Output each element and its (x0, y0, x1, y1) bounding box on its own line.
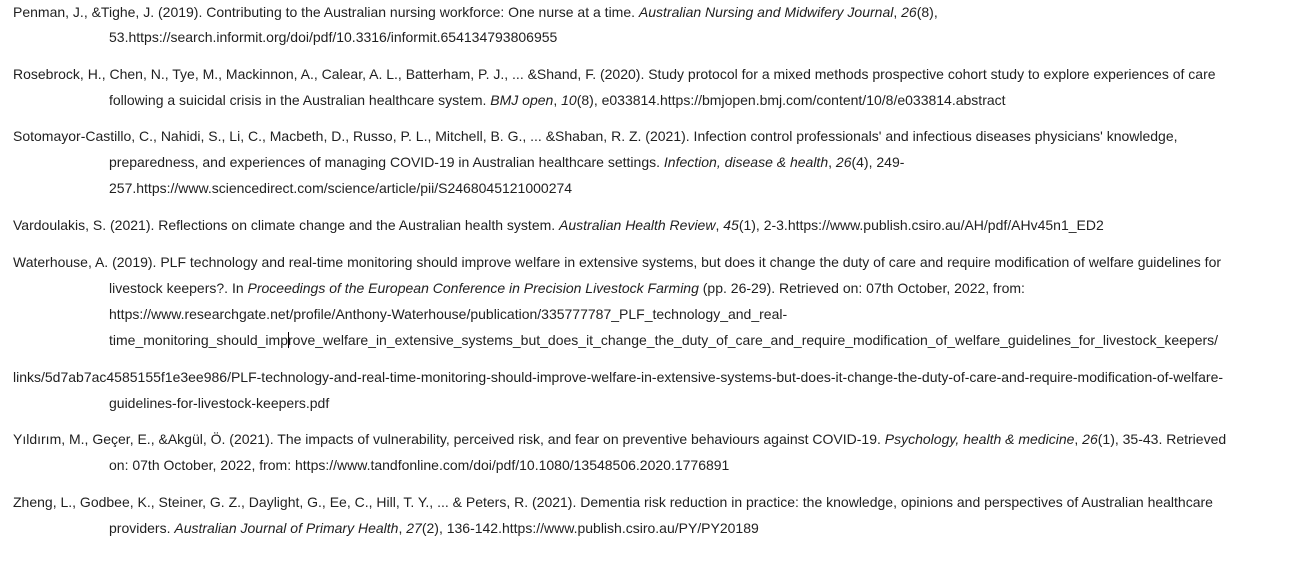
italic-text: Australian Journal of Primary Health (174, 520, 399, 536)
reference-line (13, 2, 938, 22)
reference-line (109, 278, 1025, 298)
reference-text: Vardoulakis, S. (2021). Reflections on climate change and the Australian health system. (13, 217, 560, 233)
reference-line (13, 252, 1221, 272)
reference-text: (4), 249- (851, 154, 905, 170)
italic-text: 26 (1082, 431, 1098, 447)
italic-text: BMJ open (490, 92, 554, 108)
reference-line (109, 455, 729, 475)
reference-line (13, 367, 1223, 387)
reference-text: , (715, 217, 724, 233)
italic-text: 27 (406, 520, 422, 536)
reference-line (13, 64, 1216, 84)
reference-text: 257.https://www.sciencedirect.com/science/article/pii/S2468045121000274 (109, 180, 573, 196)
reference-text: Waterhouse, A. (2019). PLF technology and real-time monitoring should improve welfare in extensive systems, but does it change the duty of care and require modification of welfare guidelines for (13, 254, 1222, 270)
reference-text: rove_welfare_in_extensive_systems_but_does_it_change_the_duty_of_care_and_require_modification_of_welfare_guidelines_for_livestock_keepers/ (288, 332, 1219, 348)
italic-text: 45 (723, 217, 739, 233)
italic-text: 26 (901, 4, 917, 20)
italic-text: Australian Health Review (559, 217, 716, 233)
reference-text: , (1074, 431, 1083, 447)
reference-line (109, 178, 572, 198)
reference-text: (1), 35-43. Retrieved (1097, 431, 1227, 447)
reference-line (109, 90, 1006, 110)
reference-line (109, 518, 759, 538)
reference-text: time_monitoring_should_imp (109, 332, 288, 348)
italic-text: Proceedings of the European Conference in Precision Livestock Farming (247, 280, 699, 296)
reference-line (109, 27, 557, 47)
reference-text: Yıldırım, M., Geçer, E., &Akgül, Ö. (2021). The impacts of vulnerability, perceived risk, and fear on preventive behaviours against COVID-19. (13, 431, 885, 447)
reference-line (13, 492, 1213, 512)
reference-text: (8), (916, 4, 938, 20)
reference-text: guidelines-for-livestock-keepers.pdf (109, 395, 330, 411)
reference-text: livestock keepers?. In (109, 280, 248, 296)
reference-text: links/5d7ab7ac4585155f1e3ee986/PLF-technology-and-real-time-monitoring-should-improve-welfare-in-extensive-systems-but-does-it-change-the-duty-of-care-and-require-modification-of-welfare- (13, 369, 1224, 385)
reference-line (109, 393, 329, 413)
reference-text: (pp. 26-29). Retrieved on: 07th October, 2022, from: (698, 280, 1025, 296)
reference-text: following a suicidal crisis in the Australian healthcare system. (109, 92, 491, 108)
reference-line (109, 152, 904, 172)
italic-text: Psychology, health & medicine (884, 431, 1075, 447)
reference-text: , (828, 154, 836, 170)
reference-line (13, 429, 1226, 449)
italic-text: 26 (835, 154, 852, 170)
reference-text: providers. (109, 520, 175, 536)
reference-text: , (893, 4, 902, 20)
italic-text: Australian Nursing and Midwifery Journal (638, 4, 894, 20)
reference-text: Sotomayor-Castillo, C., Nahidi, S., Li, C., Macbeth, D., Russo, P. L., Mitchell, B. G., ... &Shaban, R. Z. (2021). Infection control professionals' and infectious diseases physicians' knowledge, (13, 128, 1178, 144)
reference-line (13, 215, 1104, 235)
reference-text: , (553, 92, 562, 108)
italic-text: Infection, disease & health (663, 154, 829, 170)
reference-text: (8), e033814.https://bmjopen.bmj.com/content/10/8/e033814.abstract (576, 92, 1006, 108)
reference-text: (2), 136-142.https://www.publish.csiro.au/PY/PY20189 (421, 520, 759, 536)
italic-text: 10 (561, 92, 577, 108)
reference-line (13, 126, 1178, 146)
reference-text: , (398, 520, 407, 536)
reference-text: Zheng, L., Godbee, K., Steiner, G. Z., Daylight, G., Ee, C., Hill, T. Y., ... & Peters, R. (2021). Dementia risk reduction in practice: the knowledge, opinions and perspectives of Australian healthcare (13, 494, 1213, 510)
reference-line (109, 330, 1218, 350)
reference-text: on: 07th October, 2022, from: https://www.tandfonline.com/doi/pdf/10.1080/13548506.2020.1776891 (109, 457, 730, 473)
reference-text: (1), 2-3.https://www.publish.csiro.au/AH/pdf/AHv45n1_ED2 (738, 217, 1104, 233)
reference-text: https://www.researchgate.net/profile/Anthony-Waterhouse/publication/335777787_PLF_technology_and_real- (109, 306, 788, 322)
reference-text: Rosebrock, H., Chen, N., Tye, M., Mackinnon, A., Calear, A. L., Batterham, P. J., ... &Shand, F. (2020). Study protocol for a mixed methods prospective cohort study to explore experiences of care (13, 66, 1216, 82)
reference-text: 53.https://search.informit.org/doi/pdf/10.3316/informit.654134793806955 (109, 29, 558, 45)
reference-text: preparedness, and experiences of managing COVID-19 in Australian healthcare settings. (109, 154, 664, 170)
reference-text: Penman, J., &Tighe, J. (2019). Contributing to the Australian nursing workforce: One nurse at a time. (13, 4, 639, 20)
reference-line (109, 304, 787, 324)
